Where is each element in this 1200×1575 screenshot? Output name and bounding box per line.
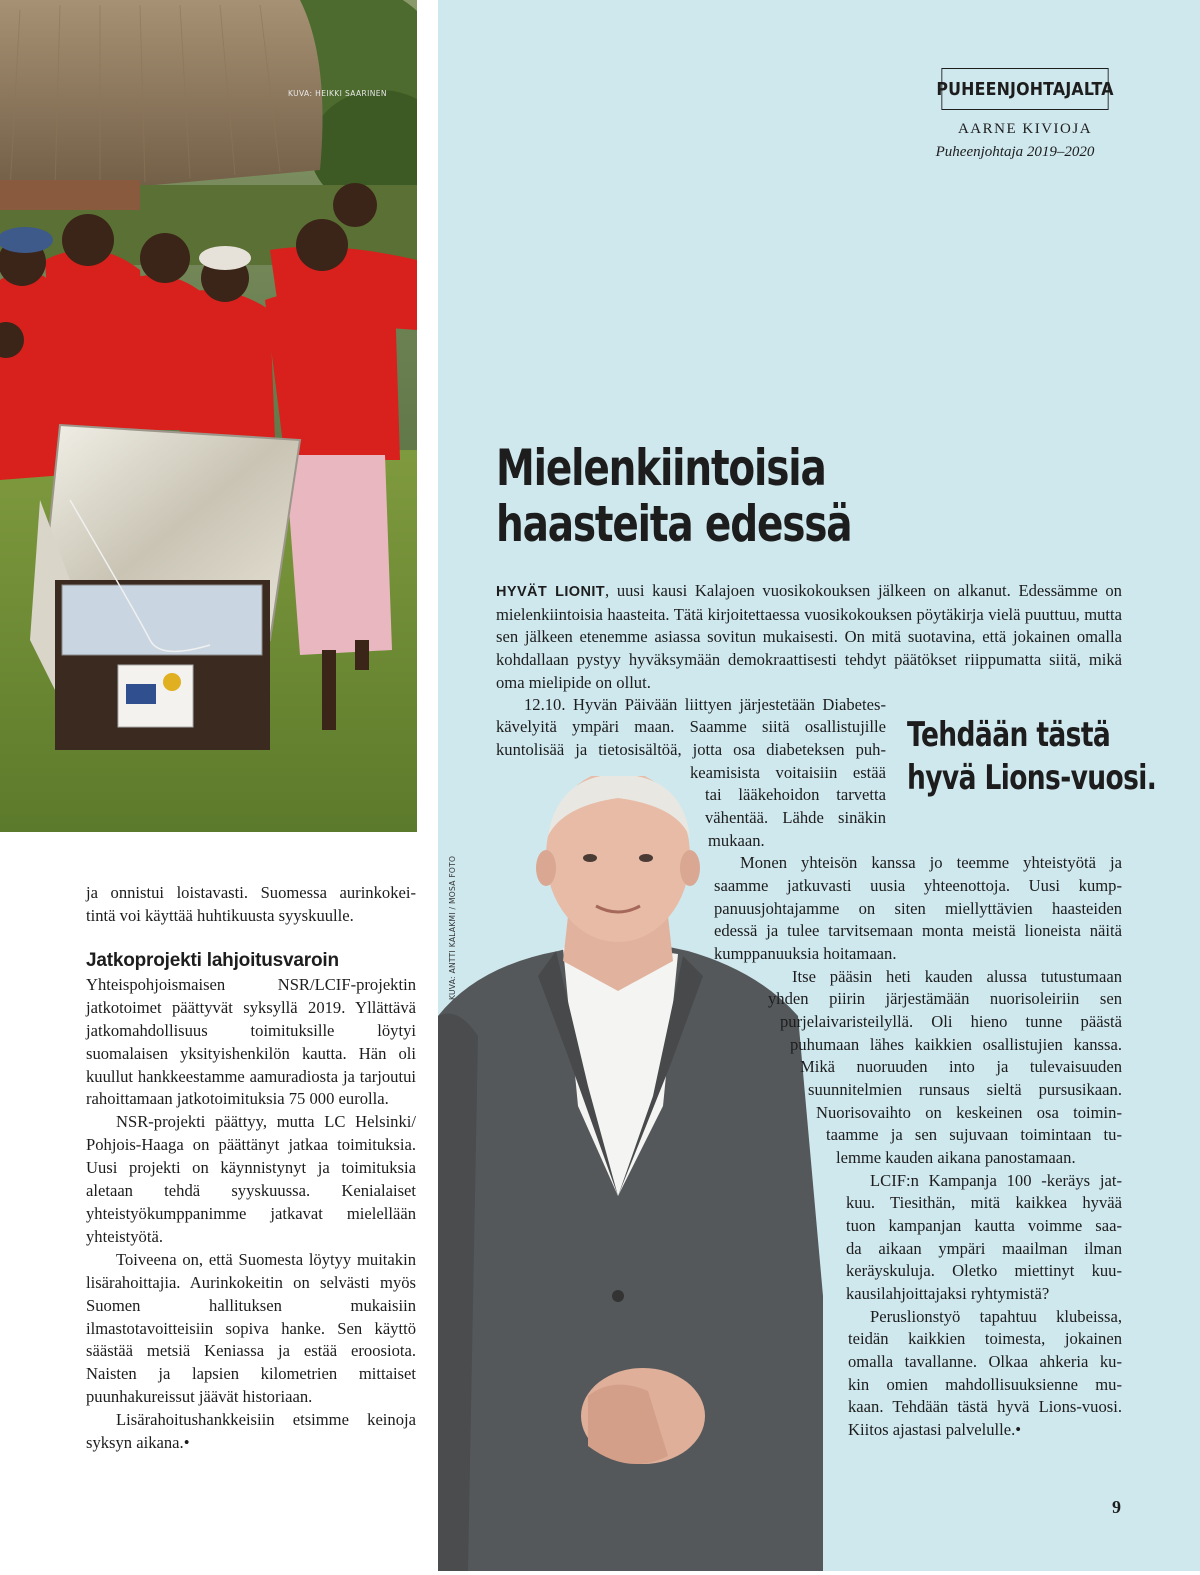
intro-text: , uusi kausi Kalajoen vuosikokouksen jälkeen on alkanut. Edessämme on mielenkiintoisia haasteita. Tätä kirjoitettaessa vuosikokouksen pöytäkirja vielä puuttuu, mutta sen jälkeen etenemme asiassa sovitun mukaisesti. On mitä suotavina, että jokainen omalla kohdallaan pystyy hyväksymään demokraattisesti tehdyt päätökset riippumatta siitä, mikä oma mielipide on ollut. bbox=[496, 581, 1122, 692]
article-line: puhumaan lähes kaikkien osallistujien kanssa. bbox=[790, 1035, 1122, 1054]
left-column-body bbox=[86, 950, 416, 1455]
pull-quote-line-1: Tehdään tästä bbox=[907, 715, 1111, 755]
left-intro-line: ja onnistui loistavasti. Suomessa aurinkokei- bbox=[86, 883, 416, 902]
article-line: saamme jatkuvasti uusia yhteenottoja. Uusi kump- bbox=[714, 876, 1122, 895]
article-line: LCIF:n Kampanja 100 -keräys jat- bbox=[870, 1171, 1122, 1190]
article-line: vähentää. Lähde sinäkin bbox=[705, 808, 886, 827]
article-line: keräyskuluja. Oletko miettinyt kuu- bbox=[846, 1261, 1122, 1280]
kenya-solar-cooker-photo bbox=[0, 0, 417, 832]
photo-credit: KUVA: HEIKKI SAARINEN bbox=[288, 89, 387, 98]
article-line: edessä ja tulee tarvitsemaan monta meistä lioneista näitä bbox=[714, 921, 1122, 940]
left-column-intro bbox=[86, 882, 416, 927]
left-intro-line: tintä voi käyttää huhtikuusta syyskuulle. bbox=[86, 905, 354, 925]
portrait-credit: KUVA: ANTTI KALAKMI / MOSA FOTO bbox=[448, 855, 457, 1000]
photo-illustration bbox=[0, 0, 417, 832]
article-line: Peruslionstyö tapahtuu klubeissa, bbox=[870, 1307, 1122, 1326]
left-paragraph: Lisärahoitushankkeisiin etsimme keinoja syksyn aikana.• bbox=[86, 1410, 416, 1453]
article-line: lemme kauden aikana panostamaan. bbox=[836, 1148, 1076, 1167]
left-paragraph: NSR-projekti päättyy, mutta LC Helsinki/ Pohjois-Haaga on päättänyt jatkaa toimituksia. Uusi projekti on käynnistynyt ja toimituksia aletaan tehdä syyskuussa. Kenialaiset yhteistyökumppanimme jatkavat mielellään yhteistyötä. bbox=[86, 1112, 416, 1246]
left-paragraph: Toiveena on, että Suomesta löytyy muitakin lisärahoittajia. Aurinkokeitin on selvästi myös Suomen hallituksen mukaisiin ilmastotavoitteisiin sopiva hanke. Sen käyttö säästää metsiä Keniassa ja estää eroosiota. Naisten ja lapsien kilometrien mittaiset puunhakureissut jäävät historiaan. bbox=[86, 1249, 416, 1407]
left-subheading: Jatkoprojekti lahjoitusvaroin bbox=[86, 950, 339, 971]
article-line: tai lääkehoidon tarvetta bbox=[705, 785, 886, 804]
article-line: taamme ja sen sujuvaan toimintaan tu- bbox=[826, 1125, 1122, 1144]
article-line: yhden piirin järjestämään nuorisoleiriin sen bbox=[768, 989, 1122, 1008]
author-role: Puheenjohtaja 2019–2020 bbox=[935, 144, 1095, 160]
pull-quote bbox=[907, 714, 1157, 800]
article-intro bbox=[496, 580, 1122, 695]
lead-in: HYVÄT LIONIT bbox=[496, 584, 606, 600]
pull-quote-line-2: hyvä Lions-vuosi. bbox=[907, 758, 1157, 798]
article-line: kaan. Tehdään tästä hyvä Lions-vuosi. bbox=[848, 1397, 1122, 1416]
article-line: Nuorisovaihto on keskeinen osa toimin- bbox=[816, 1103, 1122, 1122]
article-headline bbox=[496, 440, 933, 552]
article-line: keamisista voitaisiin estää bbox=[690, 763, 886, 782]
article-line: Itse pääsin heti kauden alussa tutustumaan bbox=[792, 967, 1122, 986]
article-line: purjelaivaristeilyllä. Oli hieno tunne päästä bbox=[780, 1012, 1122, 1031]
article-line: panuusjohtajamme on siten miellyttävien haasteiden bbox=[714, 899, 1122, 918]
article-line: mukaan. bbox=[708, 831, 765, 850]
article-line: kausilahjoittajaksi ryhtymistä? bbox=[846, 1284, 1050, 1303]
article-line: kumppanuuksia hoitamaan. bbox=[714, 944, 897, 963]
headline-line-1: Mielenkiintoisia bbox=[496, 439, 826, 497]
article-line: Mikä nuoruuden into ja tulevaisuuden bbox=[800, 1057, 1122, 1076]
article-line: kävelyitä ympäri maan. Saamme siitä osallistujille bbox=[496, 717, 886, 736]
left-paragraph: Yhteispohjoismaisen NSR/LCIF-projektin jatkotoimet päättyvät syksyllä 2019. Yllättävä jatkomahdollisuus toimituksille löytyi suomalaisen yksityishenkilön kautta. Hän oli kuullut hankkeestamme aamuradiosta ja tarjoutui rahoittamaan jatkotoimituksia 75 000 eurolla. bbox=[86, 974, 416, 1109]
article-line: suunnitelmien runsaus sieltä pursusikaan. bbox=[808, 1080, 1122, 1099]
article-line: omalla tavallanne. Olkaa ahkeria ku- bbox=[848, 1352, 1122, 1371]
author-name: AARNE KIVIOJA bbox=[957, 121, 1093, 137]
page-number: 9 bbox=[1112, 1497, 1121, 1517]
intro-paragraph bbox=[496, 580, 1122, 695]
article-line: kin omien mahdollisuuksienne mu- bbox=[848, 1375, 1122, 1394]
article-line: da aikaan ympäri maailman ilman bbox=[846, 1239, 1122, 1258]
article-line: 12.10. Hyvän Päivään liittyen järjestetään Diabetes- bbox=[524, 695, 886, 714]
section-label: PUHEENJOHTAJALTA bbox=[941, 68, 1108, 110]
article-line: teidän kaikkien toimesta, jokainen bbox=[848, 1329, 1122, 1348]
article-line: tuon kampanjan kautta voimme saa- bbox=[846, 1216, 1122, 1235]
article-line: kuu. Tiesithän, mitä kaikkea hyvää bbox=[846, 1193, 1122, 1212]
headline-line-2: haasteita edessä bbox=[496, 495, 852, 553]
article-line: kuntolisää ja tietosisältöä, jotta osa diabeteksen puh- bbox=[496, 740, 886, 759]
article-line: Kiitos ajastasi palvelulle.• bbox=[848, 1420, 1022, 1439]
article-line: Monen yhteisön kanssa jo teemme yhteistyötä ja bbox=[740, 853, 1122, 872]
